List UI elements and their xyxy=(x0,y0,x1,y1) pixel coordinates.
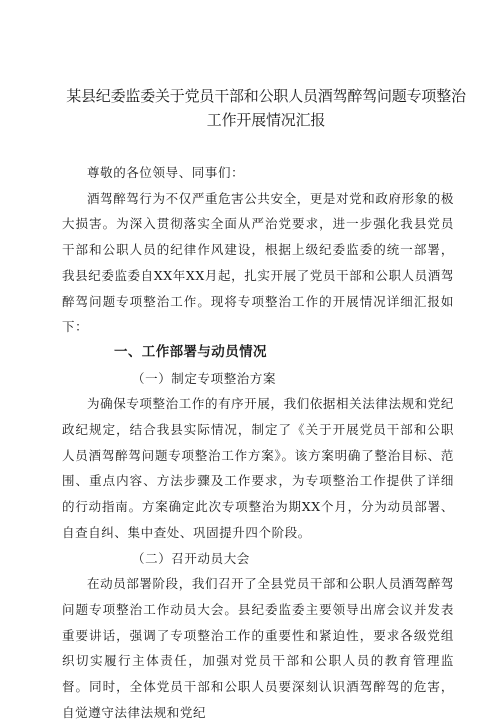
document-body xyxy=(62,160,454,725)
salutation: 尊敬的各位领导、同事们： xyxy=(87,165,245,180)
title-line-2: 工作开展情况汇报 xyxy=(206,111,326,129)
subsection-heading-2: （二）召开动员大会 xyxy=(132,550,250,566)
subsection-2-paragraph: 在动员部署阶段，我们召开了全县党员干部和公职人员酒驾醉驾问题专项整治工作动员大会。县纪委监委主要领导出席会议并发表重要讲话，强调了专项整治工作的重要性和紧迫性，要求各级党组织切实履行主体责任，加强对党员干部和公职人员的教育管理监督。同时，全体党员干部和公职人员要深刻认识酒驾醉驾的危害，自觉遵守法律法规和党纪 xyxy=(62,576,454,720)
document-title xyxy=(60,84,472,132)
subsection-1-paragraph: 为确保专项整治工作的有序开展，我们依据相关法律法规和党纪政纪规定，结合我县实际情况，制定了《关于开展党员干部和公职人员酒驾醉驾问题专项整治工作方案》。该方案明确了整治目标、范围、重点内容、方法步骤及工作要求，为专项整治工作提供了详细的行动指南。方案确定此次专项整治为期XX个月，分为动员部署、自查自纠、集中查处、巩固提升四个阶段。 xyxy=(62,396,454,540)
subsection-heading-1: （一）制定专项整治方案 xyxy=(132,370,277,386)
intro-paragraph: 酒驾醉驾行为不仅严重危害公共安全，更是对党和政府形象的极大损害。为深入贯彻落实全面从严治党要求，进一步强化我县党员干部和公职人员的纪律作风建设，根据上级纪委监委的统一部署，我县纪委监委自XX年XX月起，扎实开展了党员干部和公职人员酒驾醉驾问题专项整治工作。现将专项整治工作的开展情况详细汇报如下： xyxy=(62,190,454,335)
section-heading-1: 一、工作部署与动员情况 xyxy=(114,343,267,360)
title-line-1: 某县纪委监委关于党员干部和公职人员酒驾醉驾问题专项整治 xyxy=(66,87,466,105)
